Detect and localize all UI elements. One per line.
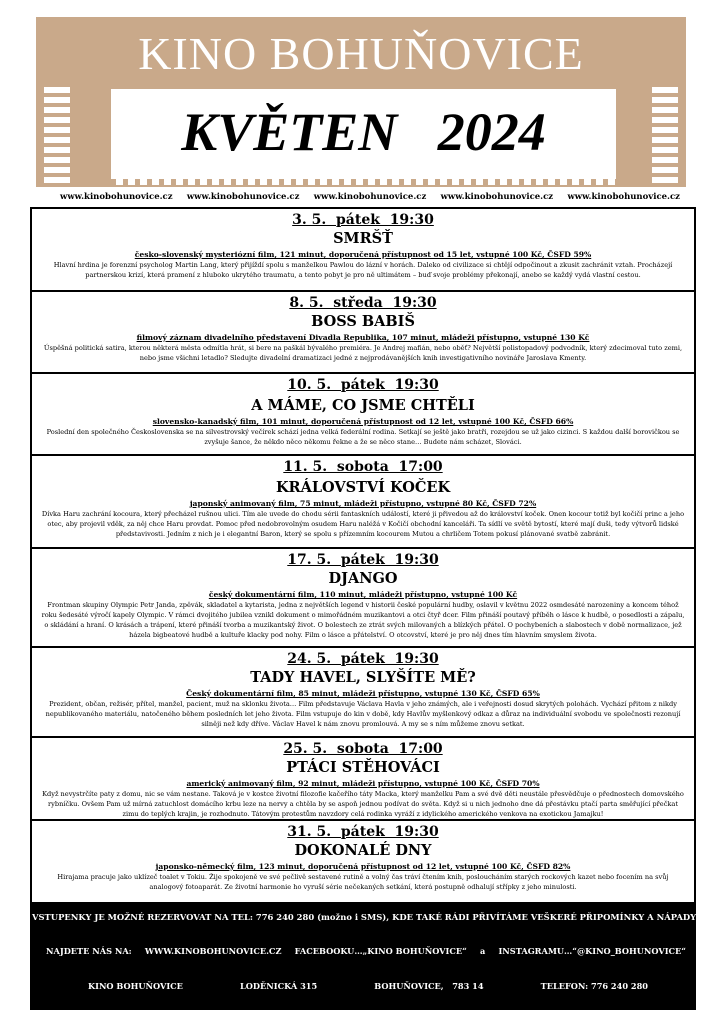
event-item xyxy=(32,292,694,374)
event-date: 17. 5. pátek 19:30 xyxy=(287,552,439,568)
event-title: DOKONALÉ DNY xyxy=(294,842,432,859)
film-perforation-top xyxy=(111,82,616,89)
event-title: A MÁME, CO JSME CHTĚLI xyxy=(251,397,475,414)
event-title: PTÁCI STĚHOVÁCI xyxy=(286,759,440,776)
find-us-label: NAJDETE NÁS NA: xyxy=(46,946,132,956)
header-banner xyxy=(36,17,686,187)
weblink[interactable]: www.kinobohunovice.cz xyxy=(60,192,173,202)
cinema-name: KINO BOHUŇOVICE xyxy=(138,28,584,79)
address-row xyxy=(88,981,648,991)
event-description: Frontman skupiny Olympic Petr Janda, zpěvák, skladatel a kytarista, jedna z největších legend v historii české populární hudby, oslavil v květnu 2022 osmdesáté narozeniny a koncem téhož roku šedesáté výročí kapely Olympic. V rámci dvojitého jubilea vznikl dokument o mimořádném muzikantovi a otci čtyř dcer. Film přináší poutavý příběh o lásce k hudbě, o posedlosti a zápalu, o skládání a hraní. O krásách a trápení, které přináší tvorba a muzikantský život. O bolestech ze ztrát svých milovaných a blízkých přátel. O pochybeních a slabostech v době normalizace, jež házela bigbeatové hudbě a kultuře klacky pod nohy. Film o lásce a přátelství. O otcovství, které je pro něj dnes tím hlavním smyslem života. xyxy=(41,601,685,639)
event-description: Hirajama pracuje jako uklízeč toalet v Tokiu. Žije spokojeně ve své pečlivě sestavené rutině a volný čas tráví čtením knih, posloucháním starých rockových kazet nebo focením na svůj analogový fotoaparát. Ze životní harmonie ho vyruší série nečekaných setkání, která postupně odhalují střípky z jeho minulosti. xyxy=(57,873,669,891)
event-date: 31. 5. pátek 19:30 xyxy=(287,824,439,840)
event-info: filmový záznam divadelního představení Divadla Republika, 107 minut, mládeži přístupno, vstupné 130 Kč xyxy=(136,333,590,342)
film-strip-right xyxy=(652,87,678,187)
event-info: Český dokumentární film, 85 minut, mládeži přístupno, vstupné 130 Kč, ČSFD 65% xyxy=(186,689,540,698)
event-description: Dívka Haru zachrání kocoura, který přecházel rušnou ulici. Tím ale uvede do chodu sérii fantaskních událostí, které ji přivedou až do království koček. Onen kocour totiž byl kočičí princ a jeho otec, aby projevil vděk, za něj chce Haru provdat. Pomoc před nedobrovolným osudem Haru naléžá v Kočičí obchodní kanceláři. Ta sídlí ve světě bytostí, které mají duši, tedy výtvorů lidské představivosti. Jedním z nich je i elegantní Baron, který se spolu s přízemním kocourem Mutou a chrličem Totem pokusí plánované svatbě zabránit. xyxy=(41,510,685,538)
event-item xyxy=(32,456,694,549)
event-item xyxy=(32,738,694,821)
event-item xyxy=(32,374,694,456)
phone-number: TELEFON: 776 240 280 xyxy=(540,981,648,991)
event-item xyxy=(32,648,694,738)
event-date: 25. 5. sobota 17:00 xyxy=(283,741,443,757)
event-description: Hlavní hrdina je forenzní psycholog Martin Lang, který přijíždí spolu s manželkou Pawlou do lázní v horách. Daleko od civilizace si chtějí odpočinout a zkusit zachránit vztah. Procházejí partnerskou krizí, která pramení z hluboko ukrytého traumatu, a tento pobyt je pro ně ultimátem – buď svoje problémy překonají, anebo se každý vydá vlastní cestou. xyxy=(53,261,673,279)
event-title: SMRŠŤ xyxy=(333,230,393,247)
event-date: 3. 5. pátek 19:30 xyxy=(292,212,434,228)
event-item xyxy=(32,549,694,648)
event-info: český dokumentární film, 110 minut, mládeži přístupno, vstupné 100 Kč xyxy=(208,590,518,599)
cinema-name-footer: KINO BOHUŇOVICE xyxy=(88,981,183,991)
weblink[interactable]: www.kinobohunovice.cz xyxy=(440,192,554,202)
event-info: japonsko-německý film, 123 minut, doporučená přístupnost od 12 let, vstupné 100 Kč, ČSFD 82% xyxy=(155,862,571,871)
event-description: Prezident, občan, režisér, přítel, manžel, pacient, muž na sklonku života… Film představuje Václava Havla v jeho známých, ale i veřejnosti dosud skrytých polohách. Vychází přitom z nikdy nepublikovaného materiálu, natočeného během posledních let jeho života. Film vstupuje do kin v době, kdy Havlův myšlenkový odkaz a důraz na individuální svobodu ve společnosti rezonují silněji než kdy dříve. Václav Havel k nám znovu promlouvá. A my se s ním můžeme znovu setkat. xyxy=(45,700,681,728)
event-info: americký animovaný film, 92 minut, mládeži přístupno, vstupné 100 Kč, ČSFD 70% xyxy=(186,779,540,788)
weblink[interactable]: www.kinobohunovice.cz xyxy=(567,192,680,202)
weblink[interactable]: www.kinobohunovice.cz xyxy=(186,192,300,202)
website-link[interactable]: WWW.KINOBOHUNOVICE.CZ xyxy=(144,946,282,956)
event-date: 10. 5. pátek 19:30 xyxy=(287,377,439,393)
instagram-link[interactable]: INSTAGRAMU…“@KINO_BOHUNOVICE“ xyxy=(498,946,686,956)
contact-links xyxy=(46,946,686,956)
event-info: slovensko-kanadský film, 101 minut, doporučená přístupnost od 12 let, vstupné 100 Kč, ČSFD 66% xyxy=(152,417,574,426)
event-description: Když nevystrčíte paty z domu, nic se vám nestane. Taková je v kostce životní filozofie kačeřího táty Macka, který manželku Pam a své dvě děti neustále přesvědčuje o přednostech domovského rybníčku. Ovšem Pam už mírná zatuchlost domácího krbu leze na nervy a chtěla by se aspoň jednou podívat do světa. Když si u nich jednoho dne dá přestávku ptačí parta směřující přečkat zimu do teplých krajin, je rozhodnuto. Tátovým protestům navzdory celá rodinka vyráží z idylického amerického venkova na exotickou Jamajku! xyxy=(42,790,684,818)
program-list xyxy=(30,207,705,1010)
event-description: Poslední den společného Československa se na silvestrovský večírek schází jedna velká federální rodina. Setkají se ještě jako bratři, rozejdou se už jako cizinci. S každou další borovičkou se zvyšuje šance, že někdo něco někomu řekne a že se něco stane… Budete nám scházet, Slováci. xyxy=(46,428,680,446)
event-item xyxy=(32,209,694,292)
event-info: japonský animovaný film, 75 minut, mládeži přístupno, vstupné 80 Kč, ČSFD 72% xyxy=(189,499,537,508)
reservation-text: VSTUPENKY JE MOŽNÉ REZERVOVAT NA TEL: 776 240 280 (možno i SMS), KDE TAKÉ RÁDI PŘIVÍTÁME VEŠKERÉ PŘIPOMÍNKY A NÁPADY… xyxy=(32,912,705,922)
conjunction: a xyxy=(480,946,486,956)
event-description: Úspěšná politická satira, kterou některá města odmítla hrát, si bere na paškál bývalého premiéra. Je Andrej mafián, nebo oběť? Největší polistopadový podvodník, který zdecimoval tuto zemi, nebo jsme všichni letadlo? Sledujte divadelní dramatizaci jedné z nejprodávanějších knih investigativního novináře Jaroslava Kmenty. xyxy=(43,344,683,362)
month-title: KVĚTEN 2024 xyxy=(181,102,546,162)
event-date: 11. 5. sobota 17:00 xyxy=(283,459,443,475)
event-date: 8. 5. středa 19:30 xyxy=(289,295,437,311)
film-perforation-bottom xyxy=(111,179,616,185)
event-info: česko-slovenský mysteriózní film, 121 minut, doporučená přístupnost od 15 let, vstupné 100 Kč, ČSFD 59% xyxy=(134,250,592,259)
event-title: BOSS BABIŠ xyxy=(311,313,415,330)
street-address: LODĚNICKÁ 315 xyxy=(240,981,318,991)
weblinks-row xyxy=(60,192,680,206)
event-item xyxy=(32,821,694,902)
film-strip-left xyxy=(44,87,70,187)
event-title: KRÁLOVSTVÍ KOČEK xyxy=(275,479,451,496)
event-title: TADY HAVEL, SLYŠÍTE MĚ? xyxy=(250,669,476,686)
footer xyxy=(32,902,705,1008)
facebook-link[interactable]: FACEBOOKU…„KINO BOHUŇOVICE“ xyxy=(294,946,467,956)
event-date: 24. 5. pátek 19:30 xyxy=(287,651,439,667)
film-frame xyxy=(111,89,616,185)
weblink[interactable]: www.kinobohunovice.cz xyxy=(313,192,427,202)
city-address: BOHUŇOVICE, 783 14 xyxy=(374,981,484,991)
event-title: DJANGO xyxy=(328,570,398,587)
